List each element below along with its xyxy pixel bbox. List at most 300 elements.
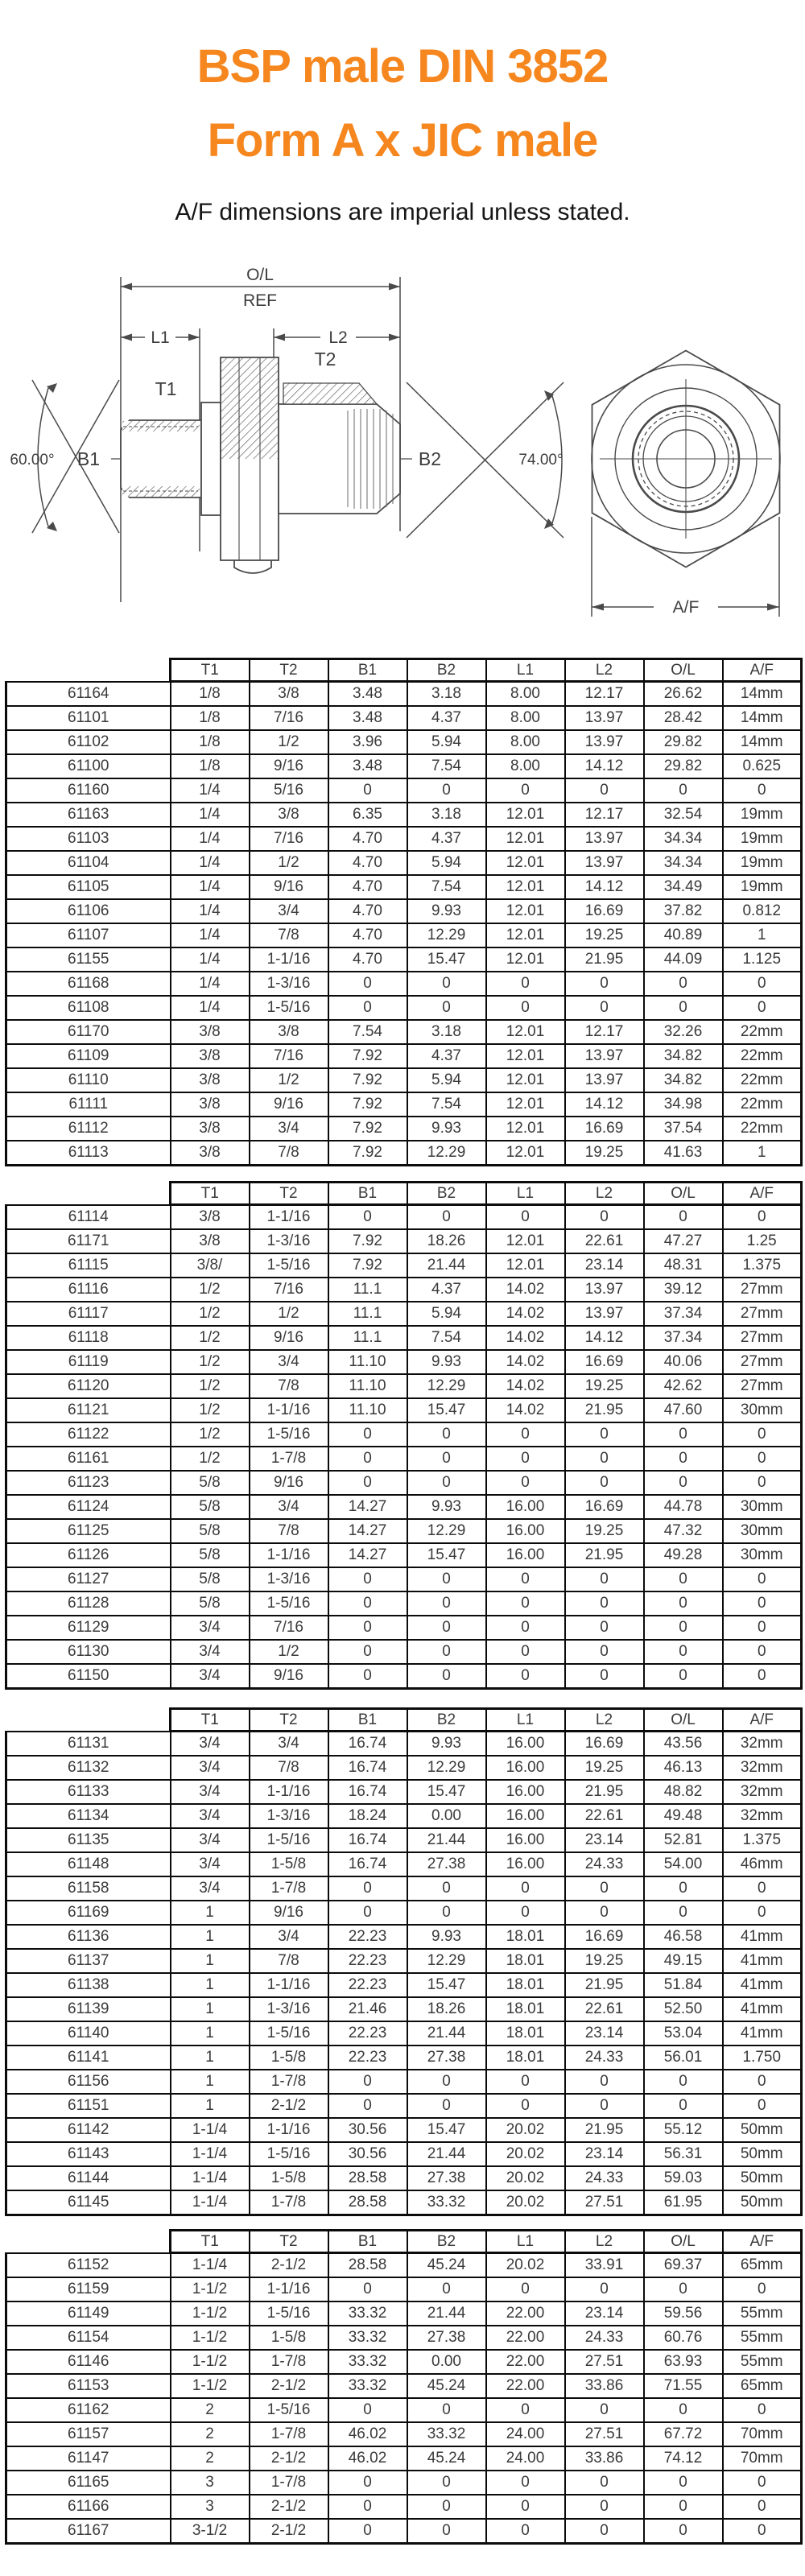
- column-header-b2: B2: [407, 1709, 486, 1732]
- column-header-t1: T1: [171, 1183, 250, 1205]
- value-cell: 1-7/8: [250, 2471, 328, 2495]
- value-cell: 41.63: [644, 1141, 723, 1166]
- value-cell: 3/4: [171, 1732, 250, 1757]
- value-cell: 24.33: [565, 2046, 644, 2070]
- value-cell: 0: [328, 1876, 407, 1901]
- part-number-cell: 61113: [6, 1141, 171, 1166]
- table-row: [6, 2277, 802, 2301]
- value-cell: 1/2: [171, 1374, 250, 1398]
- value-cell: 34.82: [644, 1044, 723, 1068]
- value-cell: 0: [565, 2471, 644, 2495]
- value-cell: 0: [644, 1567, 723, 1591]
- value-cell: 14mm: [723, 730, 802, 754]
- value-cell: 20.02: [486, 2190, 565, 2215]
- value-cell: 0: [486, 2277, 565, 2301]
- value-cell: 37.54: [644, 1117, 723, 1141]
- value-cell: 12.17: [565, 803, 644, 827]
- value-cell: 7/8: [250, 1756, 328, 1780]
- value-cell: 3.48: [328, 754, 407, 778]
- part-number-cell: 61110: [6, 1068, 171, 1092]
- value-cell: 27.51: [565, 2422, 644, 2446]
- part-number-cell: 61149: [6, 2301, 171, 2326]
- value-cell: 5.94: [407, 1068, 486, 1092]
- value-cell: 0: [328, 1422, 407, 1447]
- value-cell: 0: [723, 972, 802, 996]
- table-row: [6, 1229, 802, 1253]
- value-cell: 33.86: [565, 2446, 644, 2471]
- value-cell: 0: [328, 2471, 407, 2495]
- value-cell: 12.01: [486, 1044, 565, 1068]
- spec-table-section-4: [5, 2229, 800, 2545]
- value-cell: 18.26: [407, 1997, 486, 2021]
- value-cell: 13.97: [565, 827, 644, 851]
- table-row: [6, 1471, 802, 1495]
- value-cell: 30mm: [723, 1495, 802, 1519]
- value-cell: 0: [407, 2398, 486, 2422]
- table-row: [6, 1374, 802, 1398]
- value-cell: 1-1/4: [171, 2166, 250, 2190]
- value-cell: 48.82: [644, 1780, 723, 1804]
- column-header-af: A/F: [723, 1183, 802, 1205]
- value-cell: 0: [328, 2070, 407, 2094]
- part-number-cell: 61114: [6, 1205, 171, 1230]
- value-cell: 0: [644, 1901, 723, 1925]
- table-row: [6, 2190, 802, 2215]
- value-cell: 0: [723, 1422, 802, 1447]
- value-cell: 43.56: [644, 1732, 723, 1757]
- value-cell: 12.01: [486, 1229, 565, 1253]
- value-cell: 41mm: [723, 1925, 802, 1949]
- value-cell: 54.00: [644, 1852, 723, 1876]
- value-cell: 48.31: [644, 1253, 723, 1278]
- value-cell: 27mm: [723, 1350, 802, 1374]
- spec-table: [5, 658, 803, 1166]
- value-cell: 5/16: [250, 778, 328, 803]
- value-cell: 0: [407, 972, 486, 996]
- value-cell: 1/2: [171, 1422, 250, 1447]
- value-cell: 1-3/16: [250, 1997, 328, 2021]
- value-cell: 0: [407, 1422, 486, 1447]
- value-cell: 50mm: [723, 2190, 802, 2215]
- value-cell: 18.01: [486, 1973, 565, 1997]
- value-cell: 0: [565, 1640, 644, 1664]
- value-cell: 16.74: [328, 1780, 407, 1804]
- value-cell: 28.58: [328, 2253, 407, 2278]
- value-cell: 7/16: [250, 1278, 328, 1302]
- value-cell: 7.92: [328, 1068, 407, 1092]
- label-right-angle: 74.00°: [518, 452, 564, 469]
- value-cell: 7/8: [250, 1519, 328, 1543]
- value-cell: 3.18: [407, 1020, 486, 1044]
- part-number-cell: 61138: [6, 1973, 171, 1997]
- value-cell: 33.32: [407, 2190, 486, 2215]
- column-header-l1: L1: [486, 1709, 565, 1732]
- value-cell: 32.26: [644, 1020, 723, 1044]
- label-left-angle: 60.00°: [10, 452, 55, 469]
- part-number-cell: 61124: [6, 1495, 171, 1519]
- part-number-cell: 61111: [6, 1092, 171, 1117]
- column-header-t2: T2: [250, 659, 328, 682]
- value-cell: 74.12: [644, 2446, 723, 2471]
- value-cell: 9.93: [407, 1495, 486, 1519]
- value-cell: 1: [723, 1141, 802, 1166]
- value-cell: 50mm: [723, 2118, 802, 2142]
- value-cell: 1: [723, 923, 802, 947]
- table-row: [6, 2495, 802, 2519]
- value-cell: 1-3/16: [250, 1804, 328, 1828]
- value-cell: 4.70: [328, 851, 407, 875]
- value-cell: 3/8: [171, 1020, 250, 1044]
- part-number-cell: 61142: [6, 2118, 171, 2142]
- value-cell: 24.33: [565, 2326, 644, 2350]
- value-cell: 0: [565, 1876, 644, 1901]
- spec-table: [5, 2229, 803, 2545]
- value-cell: 9/16: [250, 1092, 328, 1117]
- value-cell: 1-5/8: [250, 2046, 328, 2070]
- value-cell: 1-1/2: [171, 2326, 250, 2350]
- header-row: [6, 1183, 802, 1205]
- part-number-cell: 61101: [6, 706, 171, 730]
- value-cell: 0: [328, 1616, 407, 1640]
- value-cell: 0: [407, 1447, 486, 1471]
- value-cell: 0: [565, 1205, 644, 1230]
- value-cell: 14.02: [486, 1398, 565, 1422]
- value-cell: 0: [644, 1205, 723, 1230]
- part-number-cell: 61154: [6, 2326, 171, 2350]
- part-number-cell: 61169: [6, 1901, 171, 1925]
- value-cell: 5.94: [407, 851, 486, 875]
- value-cell: 22.23: [328, 1949, 407, 1973]
- column-header-af: A/F: [723, 1709, 802, 1732]
- value-cell: 34.34: [644, 827, 723, 851]
- value-cell: 0: [486, 1640, 565, 1664]
- table-row: [6, 1117, 802, 1141]
- value-cell: 1: [171, 1925, 250, 1949]
- value-cell: 39.12: [644, 1278, 723, 1302]
- value-cell: 27mm: [723, 1326, 802, 1350]
- part-number-cell: 61146: [6, 2350, 171, 2374]
- value-cell: 47.27: [644, 1229, 723, 1253]
- value-cell: 0: [328, 1664, 407, 1689]
- value-cell: 1: [171, 2094, 250, 2118]
- value-cell: 22.00: [486, 2350, 565, 2374]
- value-cell: 7.54: [407, 1092, 486, 1117]
- value-cell: 1/8: [171, 730, 250, 754]
- value-cell: 0: [407, 1640, 486, 1664]
- value-cell: 12.01: [486, 899, 565, 923]
- value-cell: 53.04: [644, 2021, 723, 2046]
- value-cell: 12.01: [486, 803, 565, 827]
- part-number-cell: 61105: [6, 875, 171, 899]
- value-cell: 0: [328, 1205, 407, 1230]
- table-row: [6, 1141, 802, 1166]
- table-row: [6, 2021, 802, 2046]
- value-cell: 3/4: [171, 1852, 250, 1876]
- value-cell: 30mm: [723, 1398, 802, 1422]
- column-header-t2: T2: [250, 2231, 328, 2253]
- value-cell: 0: [644, 1616, 723, 1640]
- value-cell: 24.00: [486, 2422, 565, 2446]
- value-cell: 7.54: [328, 1020, 407, 1044]
- part-number-cell: 61132: [6, 1756, 171, 1780]
- table-row: [6, 1020, 802, 1044]
- value-cell: 27.51: [565, 2190, 644, 2215]
- value-cell: 0: [407, 1591, 486, 1616]
- table-row: [6, 1901, 802, 1925]
- value-cell: 1/2: [250, 1068, 328, 1092]
- part-number-cell: 61116: [6, 1278, 171, 1302]
- table-row: [6, 1804, 802, 1828]
- value-cell: 0: [407, 2519, 486, 2544]
- part-number-cell: 61148: [6, 1852, 171, 1876]
- table-row: [6, 2398, 802, 2422]
- table-row: [6, 1997, 802, 2021]
- value-cell: 21.44: [407, 1828, 486, 1852]
- value-cell: 3/8: [171, 1205, 250, 1230]
- part-number-cell: 61167: [6, 2519, 171, 2544]
- value-cell: 14.02: [486, 1350, 565, 1374]
- value-cell: 56.31: [644, 2142, 723, 2166]
- value-cell: 3/8: [171, 1068, 250, 1092]
- value-cell: 5/8: [171, 1567, 250, 1591]
- value-cell: 7.54: [407, 754, 486, 778]
- value-cell: 33.32: [328, 2374, 407, 2398]
- column-header-l1: L1: [486, 1183, 565, 1205]
- spec-table-section-1: [5, 658, 800, 1166]
- value-cell: 0: [407, 1205, 486, 1230]
- value-cell: 12.01: [486, 1253, 565, 1278]
- table-row: [6, 754, 802, 778]
- value-cell: 5/8: [171, 1543, 250, 1567]
- table-row: [6, 2326, 802, 2350]
- value-cell: 15.47: [407, 1780, 486, 1804]
- table-row: [6, 1949, 802, 1973]
- part-number-cell: 61122: [6, 1422, 171, 1447]
- value-cell: 0: [486, 1567, 565, 1591]
- table-row: [6, 2301, 802, 2326]
- value-cell: 23.14: [565, 2142, 644, 2166]
- value-cell: 27mm: [723, 1278, 802, 1302]
- spec-table-section-3: [5, 1707, 800, 2216]
- table-row: [6, 1640, 802, 1664]
- value-cell: 1-3/16: [250, 1567, 328, 1591]
- value-cell: 11.10: [328, 1374, 407, 1398]
- value-cell: 47.60: [644, 1398, 723, 1422]
- value-cell: 52.50: [644, 1997, 723, 2021]
- value-cell: 30mm: [723, 1543, 802, 1567]
- value-cell: 0: [565, 2277, 644, 2301]
- value-cell: 0: [328, 2398, 407, 2422]
- value-cell: 4.37: [407, 827, 486, 851]
- value-cell: 0: [723, 1567, 802, 1591]
- column-header-t1: T1: [171, 659, 250, 682]
- value-cell: 29.82: [644, 754, 723, 778]
- value-cell: 1-7/8: [250, 2350, 328, 2374]
- table-row: [6, 2446, 802, 2471]
- value-cell: 13.97: [565, 1302, 644, 1326]
- label-reference: REF: [243, 291, 277, 310]
- value-cell: 0: [486, 778, 565, 803]
- value-cell: 0: [486, 1876, 565, 1901]
- value-cell: 1.375: [723, 1828, 802, 1852]
- value-cell: 9/16: [250, 875, 328, 899]
- value-cell: 3.96: [328, 730, 407, 754]
- part-number-cell: 61100: [6, 754, 171, 778]
- value-cell: 13.97: [565, 851, 644, 875]
- value-cell: 12.01: [486, 1092, 565, 1117]
- table-row: [6, 2471, 802, 2495]
- value-cell: 7/8: [250, 1949, 328, 1973]
- table-row: [6, 1925, 802, 1949]
- value-cell: 21.95: [565, 947, 644, 972]
- table-row: [6, 996, 802, 1020]
- table-row: [6, 706, 802, 730]
- value-cell: 0: [723, 2495, 802, 2519]
- value-cell: 14.27: [328, 1519, 407, 1543]
- page-title-line2: Form A x JIC male: [207, 114, 598, 167]
- column-header-t1: T1: [171, 1709, 250, 1732]
- value-cell: 15.47: [407, 1398, 486, 1422]
- value-cell: 34.49: [644, 875, 723, 899]
- value-cell: 46.02: [328, 2446, 407, 2471]
- value-cell: 16.69: [565, 1732, 644, 1757]
- value-cell: 16.69: [565, 1350, 644, 1374]
- value-cell: 21.95: [565, 1543, 644, 1567]
- value-cell: 51.84: [644, 1973, 723, 1997]
- value-cell: 21.95: [565, 1780, 644, 1804]
- value-cell: 0: [565, 996, 644, 1020]
- part-number-cell: 61118: [6, 1326, 171, 1350]
- value-cell: 16.69: [565, 1117, 644, 1141]
- value-cell: 9.93: [407, 899, 486, 923]
- value-cell: 0: [644, 972, 723, 996]
- value-cell: 4.37: [407, 1044, 486, 1068]
- value-cell: 9.93: [407, 1925, 486, 1949]
- value-cell: 41mm: [723, 1973, 802, 1997]
- value-cell: 0: [644, 1422, 723, 1447]
- value-cell: 23.14: [565, 1828, 644, 1852]
- value-cell: 16.00: [486, 1828, 565, 1852]
- part-number-cell: 61162: [6, 2398, 171, 2422]
- value-cell: 0: [407, 778, 486, 803]
- value-cell: 0.00: [407, 2350, 486, 2374]
- value-cell: 1-7/8: [250, 2070, 328, 2094]
- value-cell: 33.32: [328, 2301, 407, 2326]
- value-cell: 9/16: [250, 754, 328, 778]
- value-cell: 12.29: [407, 1949, 486, 1973]
- value-cell: 3.48: [328, 682, 407, 707]
- value-cell: 0: [723, 778, 802, 803]
- value-cell: 12.01: [486, 923, 565, 947]
- value-cell: 55mm: [723, 2350, 802, 2374]
- value-cell: 1-5/16: [250, 1422, 328, 1447]
- part-number-cell: 61145: [6, 2190, 171, 2215]
- value-cell: 0: [486, 1591, 565, 1616]
- value-cell: 5/8: [171, 1471, 250, 1495]
- value-cell: 0: [565, 1616, 644, 1640]
- value-cell: 0: [723, 1901, 802, 1925]
- corner-cell: [6, 1709, 171, 1732]
- value-cell: 18.24: [328, 1804, 407, 1828]
- value-cell: 14.12: [565, 1092, 644, 1117]
- part-number-cell: 61127: [6, 1567, 171, 1591]
- value-cell: 1: [171, 1949, 250, 1973]
- value-cell: 22mm: [723, 1020, 802, 1044]
- value-cell: 32.54: [644, 803, 723, 827]
- value-cell: 24.33: [565, 1852, 644, 1876]
- part-number-cell: 61102: [6, 730, 171, 754]
- value-cell: 14mm: [723, 682, 802, 707]
- table-row: [6, 1664, 802, 1689]
- column-header-l2: L2: [565, 1709, 644, 1732]
- value-cell: 12.01: [486, 1141, 565, 1166]
- part-number-cell: 61159: [6, 2277, 171, 2301]
- value-cell: 42.62: [644, 1374, 723, 1398]
- value-cell: 1-5/16: [250, 1828, 328, 1852]
- value-cell: 50mm: [723, 2142, 802, 2166]
- value-cell: 0: [328, 2094, 407, 2118]
- value-cell: 46mm: [723, 1852, 802, 1876]
- table-row: [6, 2046, 802, 2070]
- value-cell: 0: [328, 1591, 407, 1616]
- value-cell: 0: [407, 2495, 486, 2519]
- value-cell: 0: [328, 1567, 407, 1591]
- value-cell: 1: [171, 2070, 250, 2094]
- value-cell: 2: [171, 2422, 250, 2446]
- table-row: [6, 1495, 802, 1519]
- part-number-cell: 61125: [6, 1519, 171, 1543]
- value-cell: 0: [723, 2070, 802, 2094]
- value-cell: 9/16: [250, 1901, 328, 1925]
- value-cell: 16.74: [328, 1732, 407, 1757]
- page-subtitle: A/F dimensions are imperial unless stated.: [175, 199, 630, 225]
- table-row: [6, 778, 802, 803]
- value-cell: 19.25: [565, 1374, 644, 1398]
- value-cell: 0: [486, 1205, 565, 1230]
- part-number-cell: 61123: [6, 1471, 171, 1495]
- value-cell: 3/4: [171, 1756, 250, 1780]
- value-cell: 3/4: [171, 1664, 250, 1689]
- column-header-ol: O/L: [644, 1183, 723, 1205]
- value-cell: 0: [565, 2495, 644, 2519]
- value-cell: 0: [723, 996, 802, 1020]
- column-header-b1: B1: [328, 1183, 407, 1205]
- value-cell: 7/16: [250, 706, 328, 730]
- column-header-b2: B2: [407, 659, 486, 682]
- value-cell: 1/2: [171, 1278, 250, 1302]
- value-cell: 9.93: [407, 1732, 486, 1757]
- value-cell: 0: [565, 2094, 644, 2118]
- table-row: [6, 1973, 802, 1997]
- value-cell: 0: [723, 2398, 802, 2422]
- spec-table: [5, 1707, 803, 2216]
- value-cell: 0: [565, 778, 644, 803]
- value-cell: 14.27: [328, 1543, 407, 1567]
- header-row: [6, 2231, 802, 2253]
- value-cell: 3/4: [250, 1925, 328, 1949]
- value-cell: 15.47: [407, 947, 486, 972]
- value-cell: 0: [644, 2070, 723, 2094]
- value-cell: 22.61: [565, 1804, 644, 1828]
- value-cell: 14.12: [565, 1326, 644, 1350]
- value-cell: 0: [644, 1447, 723, 1471]
- value-cell: 0: [644, 2471, 723, 2495]
- value-cell: 19mm: [723, 827, 802, 851]
- part-number-cell: 61155: [6, 947, 171, 972]
- value-cell: 45.24: [407, 2446, 486, 2471]
- value-cell: 0: [565, 1567, 644, 1591]
- value-cell: 16.00: [486, 1732, 565, 1757]
